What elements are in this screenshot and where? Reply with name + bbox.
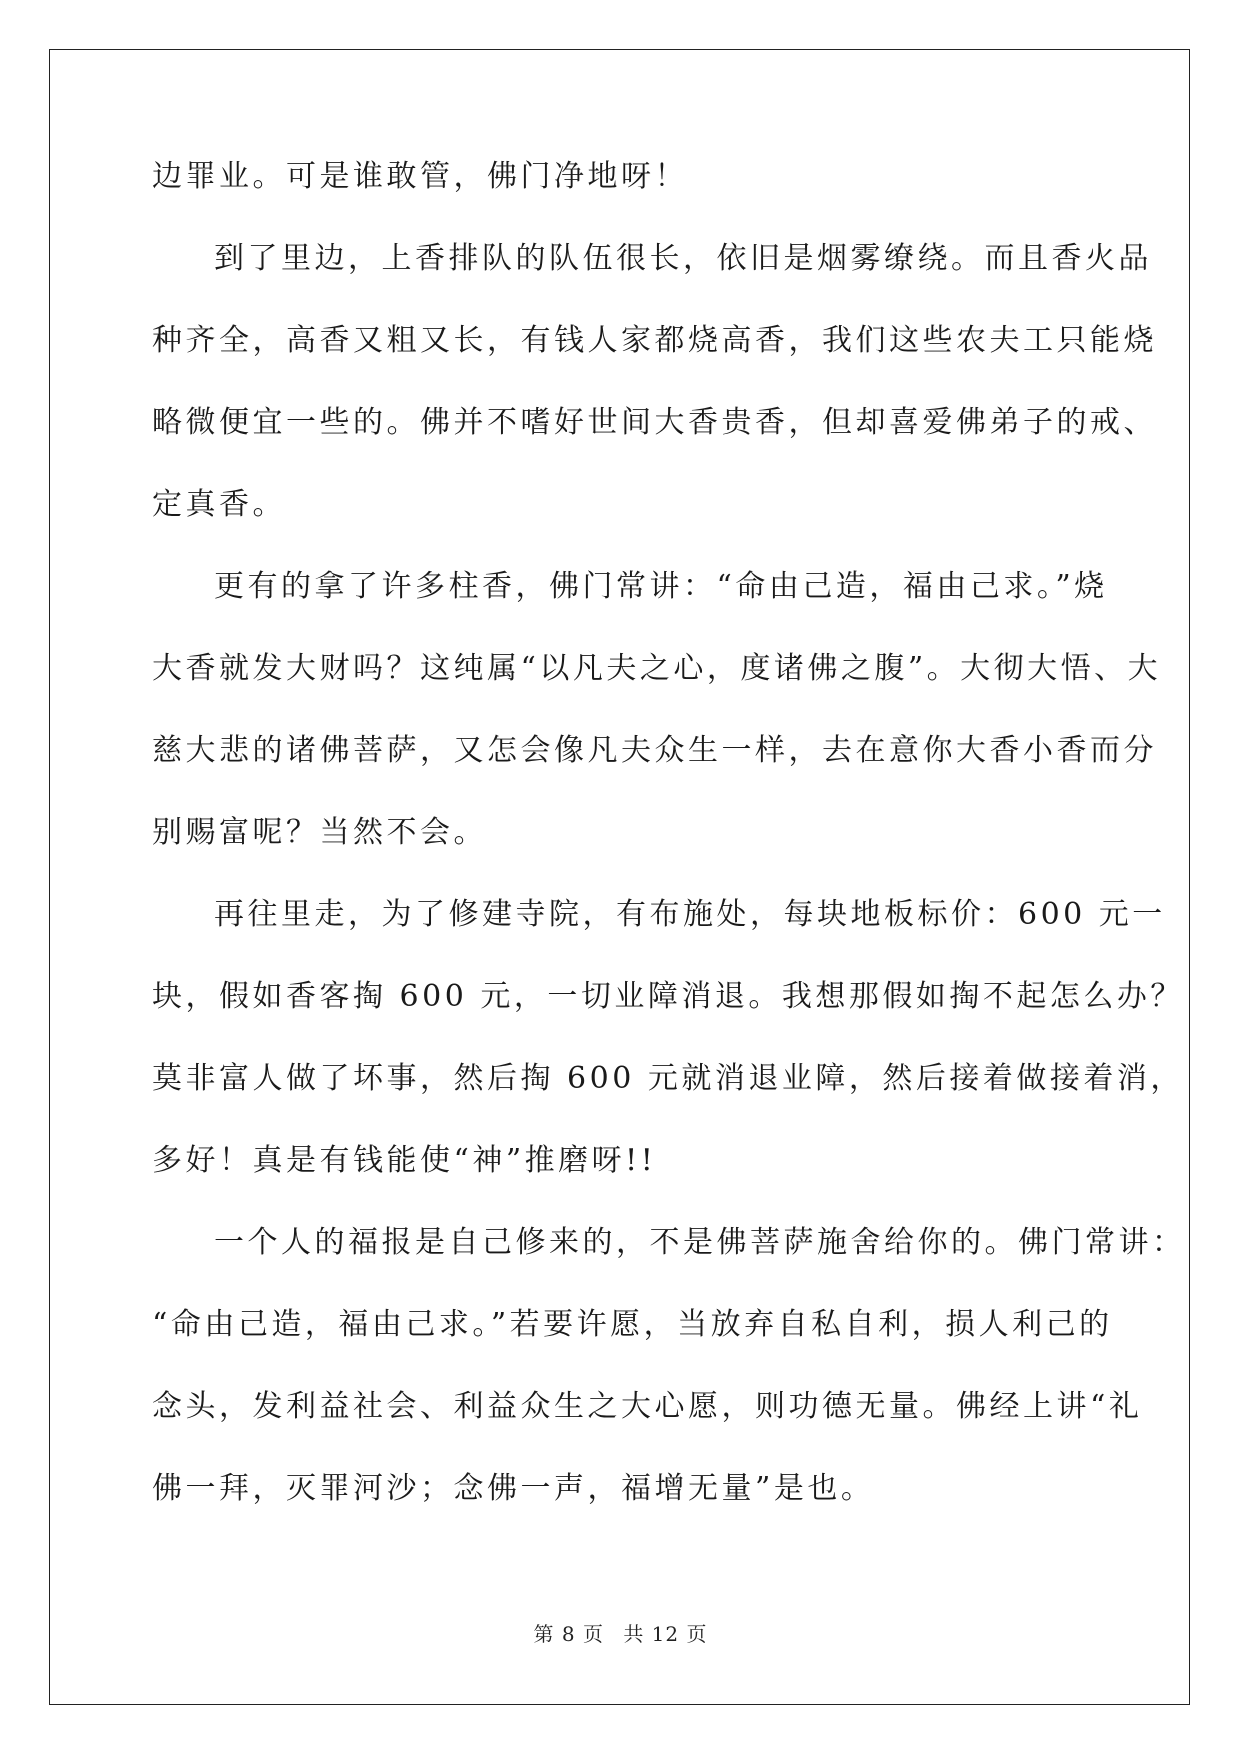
text-line: 块，假如香客掏 600 元，一切业障消退。我想那假如掏不起怎么办？ <box>152 979 1184 1014</box>
text-line: 种齐全，高香又粗又长，有钱人家都烧高香，我们这些农夫工只能烧 <box>152 323 1157 358</box>
page-footer <box>0 1618 1241 1647</box>
paragraph-start-line: 一个人的福报是自己修来的，不是佛菩萨施舍给你的。佛门常讲： <box>214 1225 1186 1260</box>
text-line: 定真香。 <box>152 487 286 522</box>
text-line: 大香就发大财吗？这纯属“以凡夫之心，度诸佛之腹”。大彻大悟、大 <box>152 651 1162 686</box>
text-line: 慈大悲的诸佛菩萨，又怎会像凡夫众生一样，去在意你大香小香而分 <box>152 733 1157 768</box>
text-line: 念头，发利益社会、利益众生之大心愿，则功德无量。佛经上讲“礼 <box>152 1389 1143 1424</box>
text-line: 佛一拜，灭罪河沙；念佛一声，福增无量”是也。 <box>152 1471 875 1506</box>
text-line: 莫非富人做了坏事，然后掏 600 元就消退业障，然后接着做接着消， <box>152 1061 1184 1096</box>
text-line: “命由己造，福由己求。”若要许愿，当放弃自私自利，损人利己的 <box>152 1307 1113 1342</box>
paragraph-start-line: 到了里边，上香排队的队伍很长，依旧是烟雾缭绕。而且香火品 <box>214 241 1152 276</box>
text-line: 多好！真是有钱能使“神”推磨呀!! <box>152 1143 657 1178</box>
paragraph-start-line: 更有的拿了许多柱香，佛门常讲：“命由己造，福由己求。”烧 <box>214 569 1108 604</box>
text-line: 边罪业。可是谁敢管，佛门净地呀！ <box>152 159 688 194</box>
page-number: 第 8 页 <box>533 1622 604 1646</box>
total-pages: 共 12 页 <box>623 1622 708 1646</box>
text-line: 略微便宜一些的。佛并不嗜好世间大香贵香，但却喜爱佛弟子的戒、 <box>152 405 1157 440</box>
document-body <box>152 159 1186 1554</box>
paragraph-start-line: 再往里走，为了修建寺院，有布施处，每块地板标价：600 元一 <box>214 897 1166 932</box>
text-line: 别赐富呢？当然不会。 <box>152 815 487 850</box>
